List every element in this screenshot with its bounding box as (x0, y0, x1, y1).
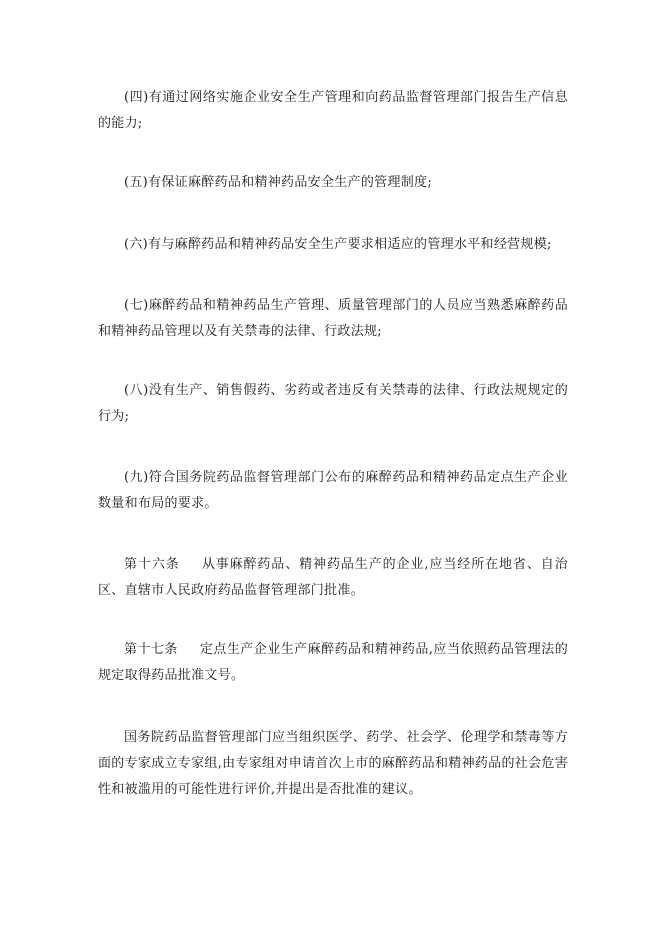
clause-5 (98, 170, 568, 196)
article-17-number: 第十七条 (124, 642, 178, 657)
article-17-text: 定点生产企业生产麻醉药品和精神药品,应当依照药品管理法的规定取得药品批准文号。 (98, 642, 568, 683)
clause-5-text: (五)有保证麻醉药品和精神药品安全生产的管理制度; (124, 175, 433, 190)
clause-9 (98, 465, 568, 517)
clause-9-text: (九)符合国务院药品监督管理部门公布的麻醉药品和精神药品定点生产企业数量和布局的要求。 (98, 470, 568, 511)
expert-panel-text: 国务院药品监督管理部门应当组织医学、药学、社会学、伦理学和禁毒等方面的专家成立专家组,由专家组对申请首次上市的麻醉药品和精神药品的社会危害性和被滥用的可能性进行评价,并提出是否批准的建议。 (98, 730, 568, 797)
article-17 (98, 637, 568, 689)
clause-7-text: (七)麻醉药品和精神药品生产管理、质量管理部门的人员应当熟悉麻醉药品和精神药品管理以及有关禁毒的法律、行政法规; (98, 298, 568, 339)
clause-4-text: (四)有通过网络实施企业安全生产管理和向药品监督管理部门报告生产信息的能力; (98, 90, 568, 131)
article-16 (98, 552, 568, 604)
clause-7 (98, 293, 568, 345)
clause-6 (98, 232, 568, 258)
article-16-text: 从事麻醉药品、精神药品生产的企业,应当经所在地省、自治区、直辖市人民政府药品监督管理部门批准。 (98, 557, 569, 598)
expert-panel-paragraph (98, 725, 568, 803)
clause-8 (98, 378, 568, 430)
clause-8-text: (八)没有生产、销售假药、劣药或者违反有关禁毒的法律、行政法规规定的行为; (98, 383, 568, 424)
clause-6-text: (六)有与麻醉药品和精神药品安全生产要求相适应的管理水平和经营规模; (124, 237, 552, 252)
article-16-number: 第十六条 (124, 557, 180, 572)
clause-4 (98, 85, 568, 137)
